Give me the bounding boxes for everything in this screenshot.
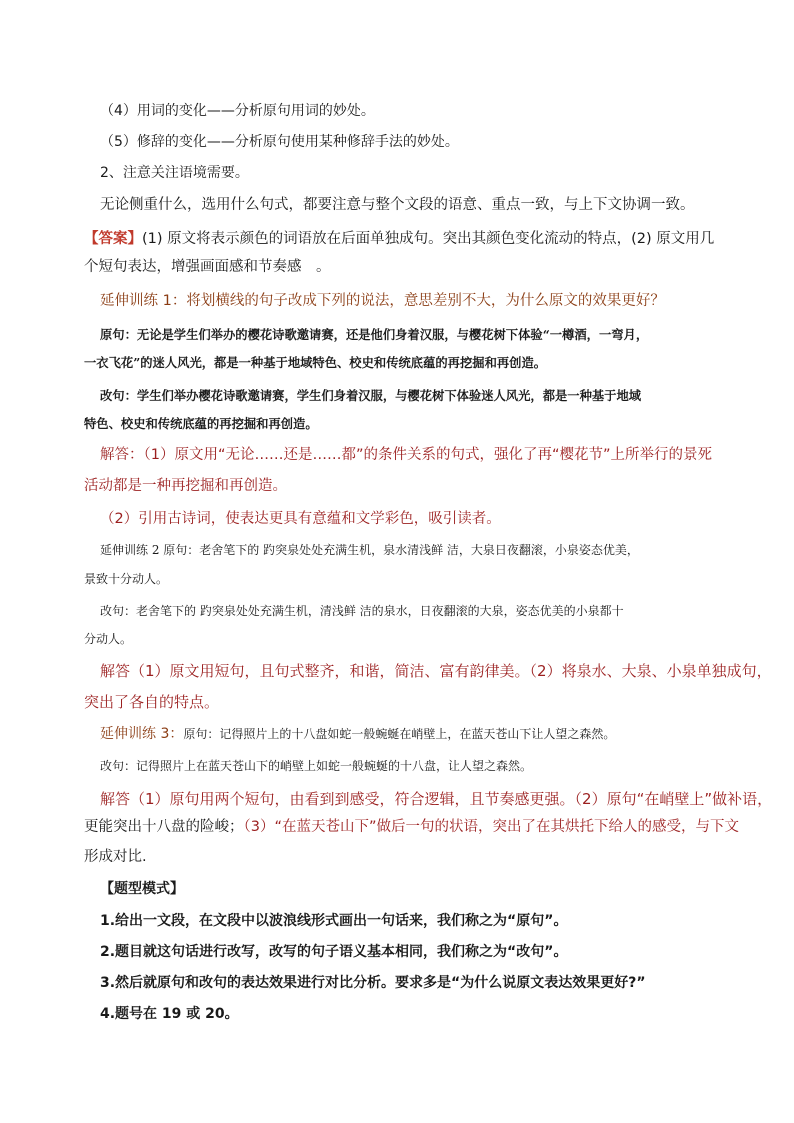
exercise-3-answer-part-b: （3）“在蓝天苍山下”做后一句的状语，突出了在其烘托下给人的感受，与下文: [243, 819, 739, 835]
exercise-1-answer-line-2: 活动都是一种再挖掘和再创造。: [84, 478, 287, 494]
exercise-1-answer-line-1: 解答：（1）原文用“无论……还是……都”的条件关系的句式，强化了再“樱花节”上所举行的景死: [100, 447, 713, 463]
question-pattern-item-2: 2.题目就这句话进行改写，改写的句子语义基本相同，我们称之为“改句”。: [100, 944, 568, 960]
exercise-3-answer-line-3: 形成对比.: [84, 849, 147, 865]
question-pattern-heading: 【题型模式】: [100, 881, 184, 897]
section-heading-context: 2、注意关注语境需要。: [100, 165, 249, 181]
exercise-3-answer-part-a: 更能突出十八盘的险峻；: [84, 819, 244, 835]
answer-tag: 【答案】: [84, 231, 142, 247]
answer-line-1: [84, 230, 714, 248]
exercise-3-answer-line-1: 解答（1）原句用两个短句，由看到到感受，符合逻辑，且节奏感更强。（2）原句“在峭壁上”做补语，: [100, 790, 773, 808]
question-pattern-item-4: 4.题号在 19 或 20。: [100, 1006, 239, 1022]
exercise-3-original-text: 原句：记得照片上的十八盘如蛇一般蜿蜒在峭壁上，在蓝天苍山下让人望之森然。: [183, 727, 616, 741]
exercise-2-original-line-1: 延伸训练 2 原句：老舍笔下的 趵突泉处处充满生机，泉水清浅鲜 洁，大泉日夜翻滚，小泉姿态优美，: [100, 543, 639, 557]
exercise-1-original-line-2: 一衣飞花”的迷人风光，都是一种基于地域特色、校史和传统底蕴的再挖掘和再创造。: [84, 355, 547, 370]
exercise-1-prompt: 延伸训练 1：将划横线的句子改成下列的说法，意思差别不大，为什么原文的效果更好？: [100, 293, 665, 309]
exercise-2-answer-line-2: 突出了各自的特点。: [84, 693, 220, 711]
answer-line-2: 个短句表达，增强画面感和节奏感 。: [84, 259, 331, 275]
exercise-2-answer-line-1: 解答（1）原文用短句，且句式整齐，和谐，简洁、富有韵律美。（2）将泉水、大泉、小泉单独成句，: [100, 662, 772, 680]
exercise-3-revised: 改句：记得照片上在蓝天苍山下的峭壁上如蛇一般蜿蜒的十八盘，让人望之森然。: [100, 759, 533, 773]
exercise-3-answer-line-2: [84, 818, 739, 836]
question-pattern-item-3: 3.然后就原句和改句的表达效果进行对比分析。要求多是“为什么说原文表达效果更好?”: [100, 975, 646, 991]
exercise-1-revised-line-2: 特色、校史和传统底蕴的再挖掘和再创造。: [84, 416, 318, 431]
exercise-3-original: [100, 725, 615, 743]
exercise-1-revised-line-1: 改句：学生们举办樱花诗歌邀请赛，学生们身着汉服，与樱花树下体验迷人风光，都是一种基于地域: [100, 388, 642, 403]
exercise-2-original-line-2: 景致十分动人。: [84, 572, 169, 586]
exercise-2-revised-line-2: 分动人。: [84, 632, 133, 646]
context-paragraph: 无论侧重什么，选用什么句式，都要注意与整个文段的语意、重点一致，与上下文协调一致。: [100, 197, 695, 213]
question-pattern-item-1: 1.给出一文段，在文段中以波浪线形式画出一句话来，我们称之为“原句”。: [100, 913, 568, 929]
exercise-1-answer-line-3: （2）引用古诗词，使表达更具有意蕴和文学彩色，吸引读者。: [100, 511, 501, 527]
exercise-1-original-line-1: 原句：无论是学生们举办的樱花诗歌邀请赛，还是他们身着汉服，与樱花树下体验“一樽酒，一弯月，: [100, 327, 649, 342]
answer-text: (1) 原文将表示颜色的词语放在后面单独成句。突出其颜色变化流动的特点，(2) 原文用几: [142, 231, 715, 247]
method-item-4: （4）用词的变化——分析原句用词的妙处。: [100, 103, 375, 119]
method-item-5: （5）修辞的变化——分析原句使用某种修辞手法的妙处。: [100, 134, 459, 150]
exercise-3-tag: 延伸训练 3：: [100, 726, 184, 742]
exercise-2-revised-line-1: 改句：老舍笔下的 趵突泉处处充满生机，清浅鲜 洁的泉水，日夜翻滚的大泉，姿态优美的小泉都十: [100, 604, 624, 618]
